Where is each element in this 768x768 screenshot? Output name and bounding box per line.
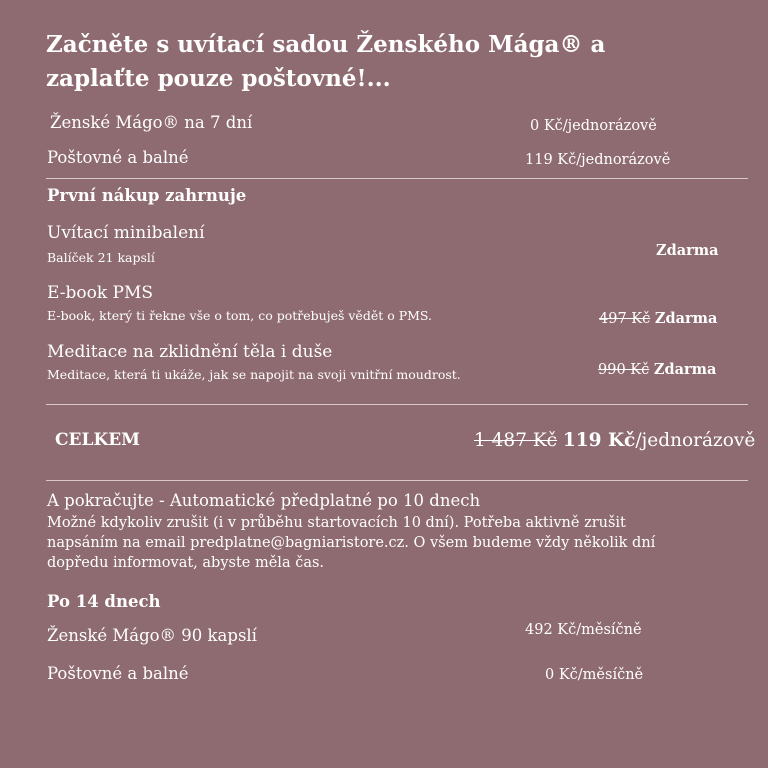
starter-product-label: Ženské Mágo® na 7 dní [50, 113, 253, 132]
page-title: Začněte s uvítací sadou Ženského Mága® a zaplaťte pouze poštovné!... [46, 31, 606, 92]
included-item-subtitle: Balíček 21 kapslí [47, 250, 155, 265]
included-item-price-row [599, 310, 717, 327]
included-item-price: Zdarma [656, 242, 719, 259]
total-label: CELKEM [55, 430, 140, 450]
new-price: Zdarma [654, 310, 718, 327]
subscription-product-label: Ženské Mágo® 90 kapslí [47, 626, 257, 645]
total-old-price: 1 487 Kč [474, 430, 558, 451]
total-price-suffix: /jednorázově [635, 430, 756, 451]
old-price: 990 Kč [598, 362, 650, 378]
included-item-title: E-book PMS [47, 283, 154, 303]
starter-shipping-label: Poštovné a balné [47, 148, 189, 167]
divider [46, 178, 748, 179]
total-price-row [474, 430, 755, 451]
new-price: Zdarma [653, 361, 717, 378]
included-heading: První nákup zahrnuje [47, 186, 247, 205]
total-new-price: 119 Kč [562, 430, 636, 451]
subscription-heading: A pokračujte - Automatické předplatné po 10 dnech [47, 491, 481, 510]
divider [46, 404, 748, 405]
subscription-shipping-price: 0 Kč/měsíčně [545, 667, 644, 683]
included-item-subtitle: E-book, který ti řekne vše o tom, co potřebuješ vědět o PMS. [47, 308, 433, 323]
divider [46, 480, 748, 481]
starter-product-price: 0 Kč/jednorázově [530, 118, 657, 134]
included-item-title: Uvítací minibalení [47, 223, 205, 243]
included-item-price-row [598, 361, 716, 378]
included-item-subtitle: Meditace, která ti ukáže, jak se napojit na svoji vnitřní moudrost. [47, 367, 461, 382]
subscription-description: Možné kdykoliv zrušit (i v průběhu startovacích 10 dní). Potřeba aktivně zrušit napsáním na email predplatne@bagniaristore.cz. O všem budeme vždy několik dní dopředu informovat, abyste měla čas. [47, 515, 656, 571]
subscription-shipping-label: Poštovné a balné [47, 664, 189, 683]
included-item-title: Meditace na zklidnění těla i duše [47, 342, 333, 362]
starter-shipping-price: 119 Kč/jednorázově [525, 152, 671, 168]
subscription-product-price: 492 Kč/měsíčně [525, 622, 642, 638]
after-heading: Po 14 dnech [47, 592, 161, 611]
old-price: 497 Kč [599, 311, 651, 327]
